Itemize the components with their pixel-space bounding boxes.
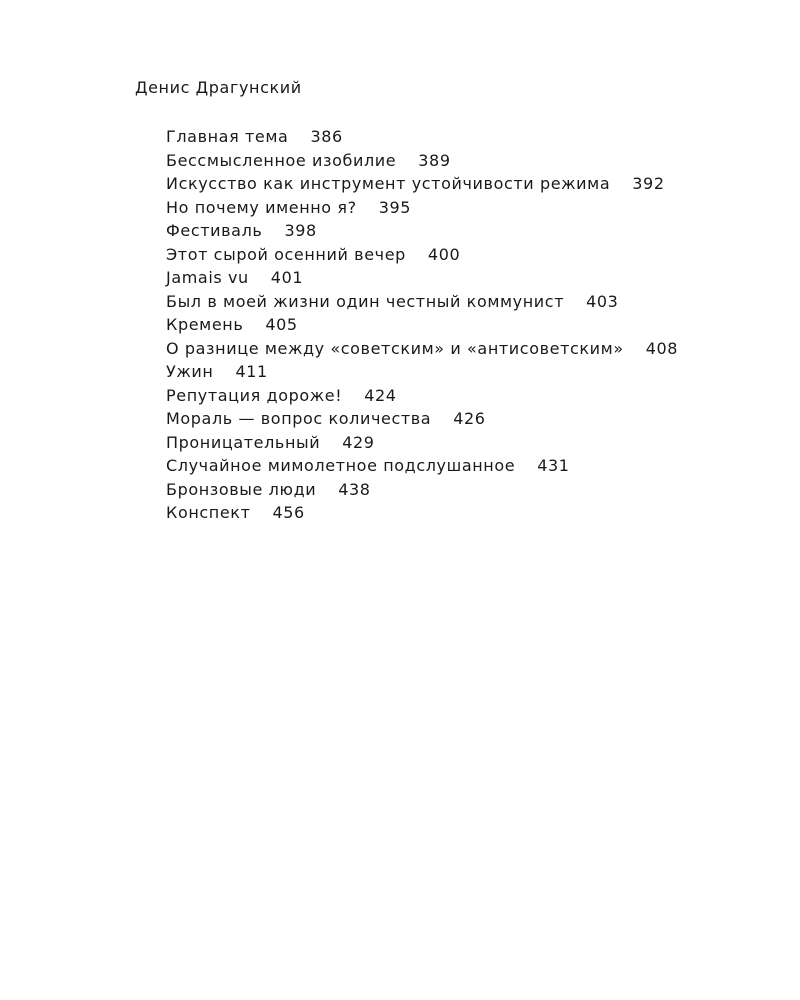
toc-entry <box>166 172 678 196</box>
toc-entry-page: 403 <box>586 291 619 311</box>
toc-entry-title: О разнице между «советским» и «антисоветским» <box>166 338 624 358</box>
toc-entry <box>166 337 678 361</box>
toc-entry <box>166 266 678 290</box>
toc-entry-page: 401 <box>270 268 304 287</box>
toc-entry-title: Случайное мимолетное подслушанное <box>166 456 516 475</box>
toc-entry-title: Главная тема <box>166 127 289 146</box>
toc-entry-page: 389 <box>418 150 451 170</box>
toc-entry-title: Но почему именно я? <box>166 197 357 217</box>
toc-entry-page: 429 <box>342 432 375 452</box>
toc-entry <box>166 219 678 243</box>
toc-entry-title: Фестиваль <box>166 221 263 240</box>
toc-entry-page: 438 <box>338 479 371 499</box>
toc-entry-title: Был в моей жизни один честный коммунист <box>166 291 565 311</box>
toc-entry-page: 400 <box>427 244 461 264</box>
toc-entry-title: Мораль — вопрос количества <box>166 409 432 428</box>
toc-entry <box>166 384 678 408</box>
toc-entry <box>166 149 678 173</box>
toc-entry <box>166 360 678 384</box>
toc-entry-title: Бронзовые люди <box>166 479 317 499</box>
toc-entry <box>166 478 678 502</box>
toc-entry-title: Ужин <box>166 362 214 381</box>
toc-entry-page: 424 <box>364 385 397 405</box>
toc-entry-title: Репутация дороже! <box>166 385 343 405</box>
toc-entry-title: Кремень <box>166 315 244 334</box>
toc-entry-page: 456 <box>272 503 305 522</box>
toc-entry-title: Этот сырой осенний вечер <box>166 244 406 264</box>
toc-entry-title: Бессмысленное изобилие <box>166 150 397 170</box>
author-name: Денис Драгунский <box>135 78 302 97</box>
toc-entry <box>166 313 678 337</box>
toc-entry <box>166 501 678 525</box>
toc-entry-page: 431 <box>537 456 570 475</box>
toc-entry <box>166 290 678 314</box>
toc-entry <box>166 243 678 267</box>
toc-entry <box>166 407 678 431</box>
toc-entry <box>166 431 678 455</box>
toc-entry-title: Конспект <box>166 503 251 522</box>
toc-entry <box>166 196 678 220</box>
toc-entry-page: 405 <box>265 315 298 334</box>
toc-entry-title: Искусство как инструмент устойчивости режима <box>166 174 611 193</box>
toc-entry-page: 392 <box>632 174 665 193</box>
toc-entry <box>166 125 678 149</box>
toc-entry <box>166 454 678 478</box>
toc-entry-title: Jamais vu <box>166 268 249 287</box>
table-of-contents <box>166 125 678 525</box>
toc-entry-page: 398 <box>284 221 317 240</box>
toc-entry-page: 426 <box>453 409 486 428</box>
toc-entry-page: 408 <box>645 338 679 358</box>
toc-entry-page: 411 <box>235 362 268 381</box>
toc-entry-page: 395 <box>378 197 412 217</box>
toc-entry-title: Проницательный <box>166 432 321 452</box>
toc-entry-page: 386 <box>310 127 343 146</box>
